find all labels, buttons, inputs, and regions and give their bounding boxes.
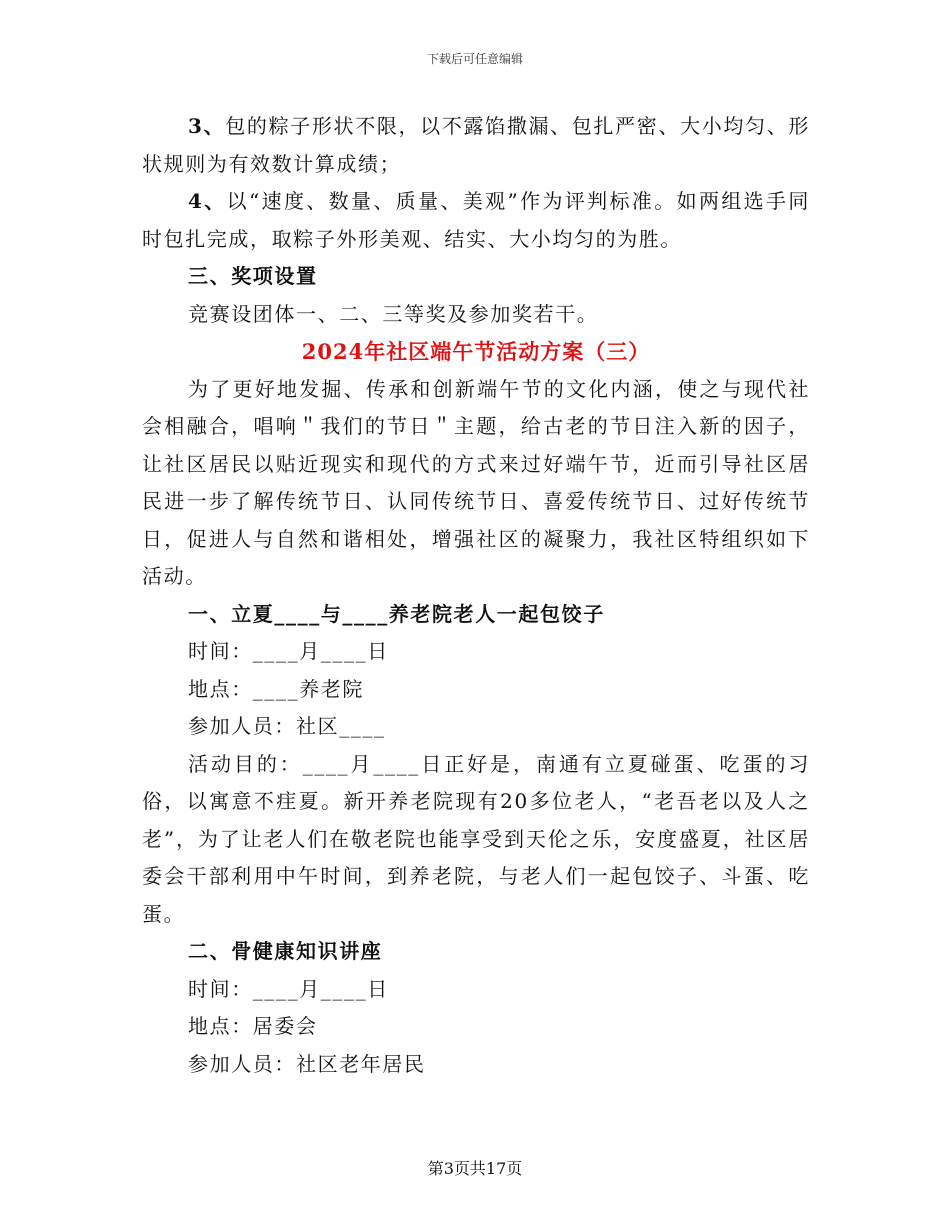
activity-1-participants: 参加人员：社区____ (188, 714, 386, 738)
activity-2-place: 地点：居委会 (188, 1014, 318, 1038)
activity-1-time: 时间：____月____日 (188, 639, 389, 663)
rule-text-3: 包的粽子形状不限，以不露馅撒漏、包扎严密、大小均匀、形状规则为有效数计算成绩； (142, 114, 811, 176)
activity-1-heading: 一、立夏____与____养老院老人一起包饺子 (188, 601, 605, 626)
section-title: 2024年社区端午节活动方案（三） (301, 339, 651, 364)
activity-1-purpose: 活动目的：____月____日正好是，南通有立夏碰蛋、吃蛋的习俗，以寓意不疰夏。新开养老院现有20多位老人，“老吾老以及人之老”，为了让老人们在敬老院也能享受到天伦之乐，安度盛夏，社区居委会干部利用中午时间，到养老院，与老人们一起包饺子、斗蛋、吃蛋。 (142, 751, 810, 926)
activity-2-time: 时间：____月____日 (188, 976, 389, 1001)
activity-2-heading: 二、骨健康知识讲座 (188, 939, 383, 963)
intro-paragraph: 为了更好地发掘、传承和创新端午节的文化内涵，使之与现代社会相融合，唱响＂我们的节日＂主题，给古老的节日注入新的因子，让社区居民以贴近现实和现代的方式来过好端午节，近而引导社区居民进一步了解传统节日、认同传统节日、喜爱传统节日、过好传统节日，促进人与自然和谐相处，增强社区的凝聚力，我社区特组织如下活动。 (142, 376, 810, 588)
rule-item-3 (142, 108, 810, 183)
awards-text: 竞赛设团体一、二、三等奖及参加奖若干。 (188, 301, 599, 326)
rule-number-3: 3、 (188, 114, 226, 138)
document-body (142, 108, 810, 1083)
page-number: 第3页共17页 (427, 1159, 523, 1178)
page-header-note: 下载后可任意编辑 (426, 52, 523, 66)
rule-text-4: 以“速度、数量、质量、美观”作为评判标准。如两组选手同时包扎完成，取粽子外形美观、结实、大小均匀的为胜。 (142, 189, 810, 251)
activity-2-participants: 参加人员：社区老年居民 (188, 1051, 426, 1076)
rule-number-4: 4、 (188, 189, 227, 213)
awards-heading: 三、奖项设置 (188, 264, 318, 288)
activity-1-place: 地点：____养老院 (188, 676, 364, 701)
rule-item-4 (142, 183, 810, 258)
